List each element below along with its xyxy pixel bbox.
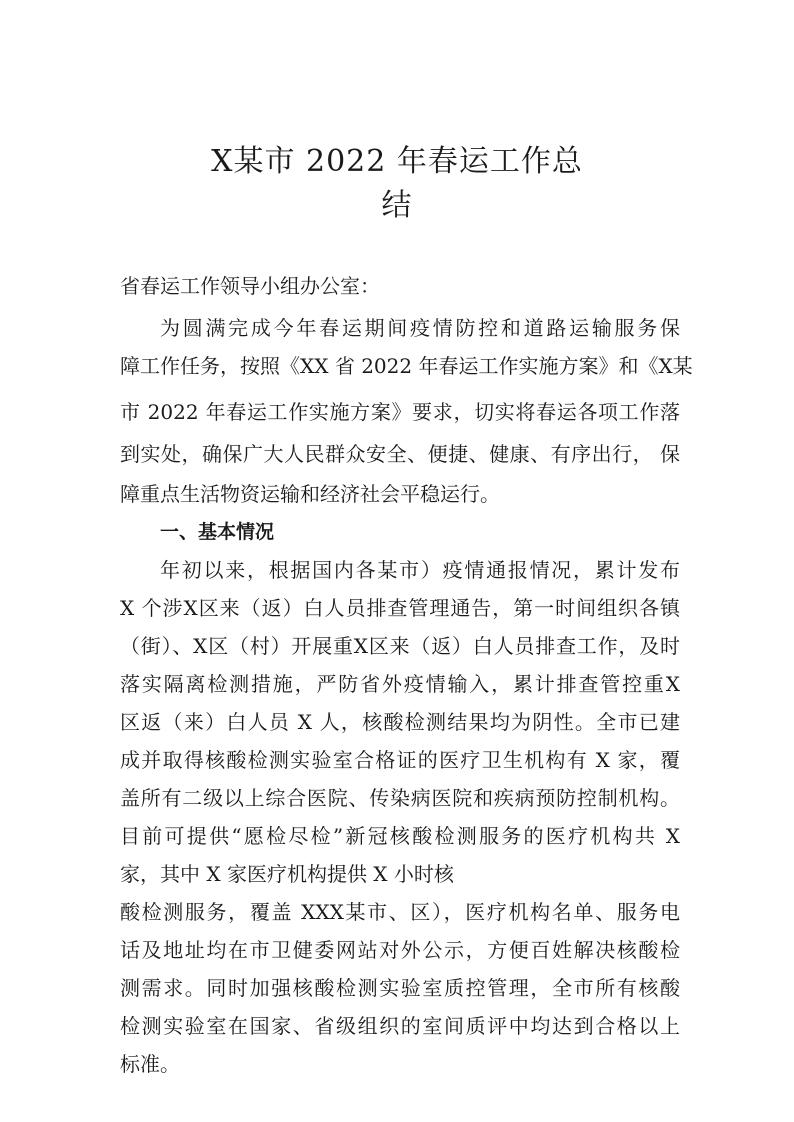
section1-line-6: 成并取得核酸检测实验室合格证的医疗卫生机构有 X 家，覆: [120, 748, 680, 772]
section1-line-14: 标准。: [120, 1052, 180, 1076]
section1-line-4: 落实隔离检测措施，严防省外疫情输入，累计排查管控重X: [120, 672, 680, 696]
section1-line-10: 酸检测服务，覆盖 XXX某市、区），医疗机构名单、服务电: [120, 900, 680, 924]
salutation: 省春运工作领导小组办公室：: [120, 274, 380, 298]
section1-line-9: 家，其中 X 家医疗机构提供 X 小时核: [120, 862, 454, 886]
document-title-line-1: X某市 2022 年春运工作总: [211, 144, 583, 179]
intro-line-3: 市 2022 年春运工作实施方案》要求，切实将春运各项工作落: [120, 400, 680, 424]
section1-line-7: 盖所有二级以上综合医院、传染病医院和疾病预防控制机构。: [120, 786, 680, 810]
section1-line-8: 目前可提供“愿检尽检”新冠核酸检测服务的医疗机构共 X: [120, 824, 680, 848]
section1-line-2: X 个涉X区来（返）白人员排查管理通告，第一时间组织各镇: [120, 596, 680, 620]
intro-line-5: 障重点生活物资运输和经济社会平稳运行。: [120, 482, 500, 506]
section1-line-3: （街）、X区（村）开展重X区来（返）白人员排查工作，及时: [120, 634, 680, 658]
section1-line-5: 区返（来）白人员 X 人，核酸检测结果均为阴性。全市已建: [120, 710, 680, 734]
section1-line-12: 测需求。同时加强核酸检测实验室质控管理，全市所有核酸: [120, 976, 680, 1000]
section1-line-13: 检测实验室在国家、省级组织的室间质评中均达到合格以上: [120, 1014, 680, 1038]
intro-line-4: 到实处，确保广大人民群众安全、便捷、健康、有序出行， 保: [120, 442, 680, 466]
intro-line-2: 障工作任务，按照《XX 省 2022 年春运工作实施方案》和《X某: [120, 354, 693, 378]
section1-line-1: 年初以来，根据国内各某市）疫情通报情况，累计发布: [160, 558, 680, 582]
section1-line-11: 话及地址均在市卫健委网站对外公示，方便百姓解决核酸检: [120, 938, 680, 962]
section-heading-basic-situation: 一、基本情况: [160, 521, 275, 543]
intro-line-1: 为圆满完成今年春运期间疫情防控和道路运输服务保: [160, 316, 680, 340]
document-title-line-2: 结: [381, 188, 413, 223]
